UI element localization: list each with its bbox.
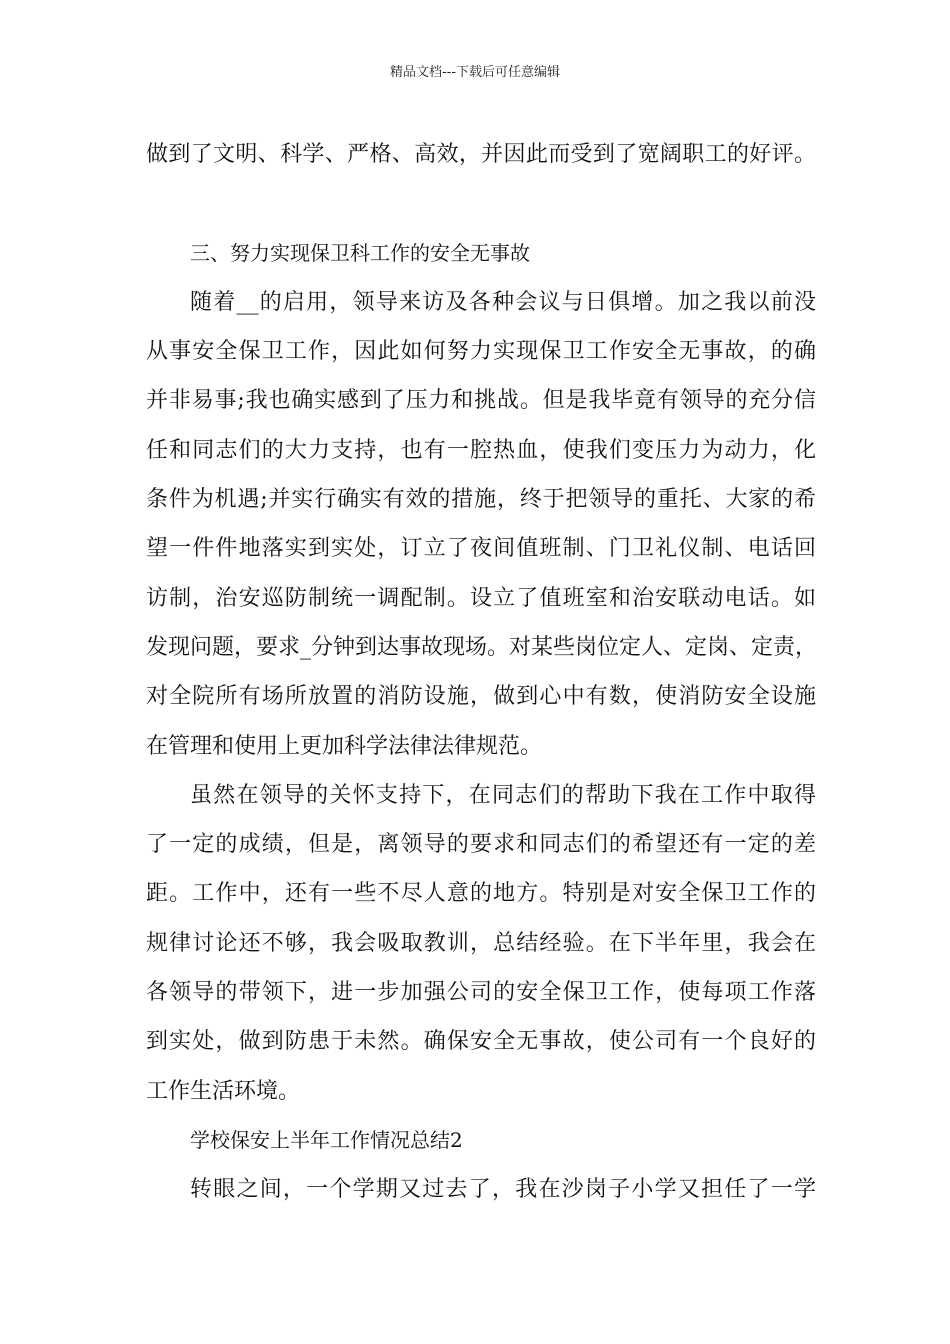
text-line: 做到了文明、科学、严格、高效，并因此而受到了宽阔职工的好评。 [146, 142, 816, 167]
text-line: 转眼之间，一个学期又过去了，我在沙岗子小学又担任了一学 [190, 1177, 816, 1203]
text-line: 随着__的启用，领导来访及各种会议与日俱增。加之我以前没 [190, 289, 816, 315]
text-line: 各领导的带领下，进一步加强公司的安全保卫工作，使每项工作落 [146, 980, 816, 1006]
text-line: 工作生活环境。 [146, 1078, 301, 1104]
section-heading: 学校保安上半年工作情况总结2 [190, 1127, 463, 1152]
text-line: 任和同志们的大力支持，也有一腔热血，使我们变压力为动力，化 [146, 437, 816, 463]
text-line: 了一定的成绩，但是，离领导的要求和同志们的希望还有一定的差 [146, 832, 816, 858]
text-line: 访制，治安巡防制统一调配制。设立了值班室和治安联动电话。如 [146, 585, 816, 611]
text-line: 到实处，做到防患于未然。确保安全无事故，使公司有一个良好的 [146, 1029, 816, 1055]
text-line: 虽然在领导的关怀支持下，在同志们的帮助下我在工作中取得 [190, 782, 816, 808]
paragraph-gap [146, 179, 816, 228]
section-heading: 三、努力实现保卫科工作的安全无事故 [190, 240, 530, 265]
document-body [146, 130, 816, 1215]
text-line: 并非易事;我也确实感到了压力和挑战。但是我毕竟有领导的充分信 [146, 388, 816, 414]
text-line: 距。工作中，还有一些不尽人意的地方。特别是对安全保卫工作的 [146, 881, 816, 907]
text-line: 规律讨论还不够，我会吸取教训，总结经验。在下半年里，我会在 [146, 930, 816, 956]
text-line: 在管理和使用上更加科学法律法律规范。 [146, 733, 543, 759]
text-line: 条件为机遇;并实行确实有效的措施，终于把领导的重托、大家的希 [146, 487, 816, 513]
text-line: 发现问题，要求_分钟到达事故现场。对某些岗位定人、定岗、定责， [146, 634, 818, 660]
text-line: 对全院所有场所放置的消防设施，做到心中有数，使消防安全设施 [146, 684, 816, 710]
text-line: 望一件件地落实到实处，订立了夜间值班制、门卫礼仪制、电话回 [146, 536, 816, 562]
page-header: 精品文档---下载后可任意编辑 [389, 65, 561, 80]
text-line: 从事安全保卫工作，因此如何努力实现保卫工作安全无事故，的确 [146, 339, 816, 365]
